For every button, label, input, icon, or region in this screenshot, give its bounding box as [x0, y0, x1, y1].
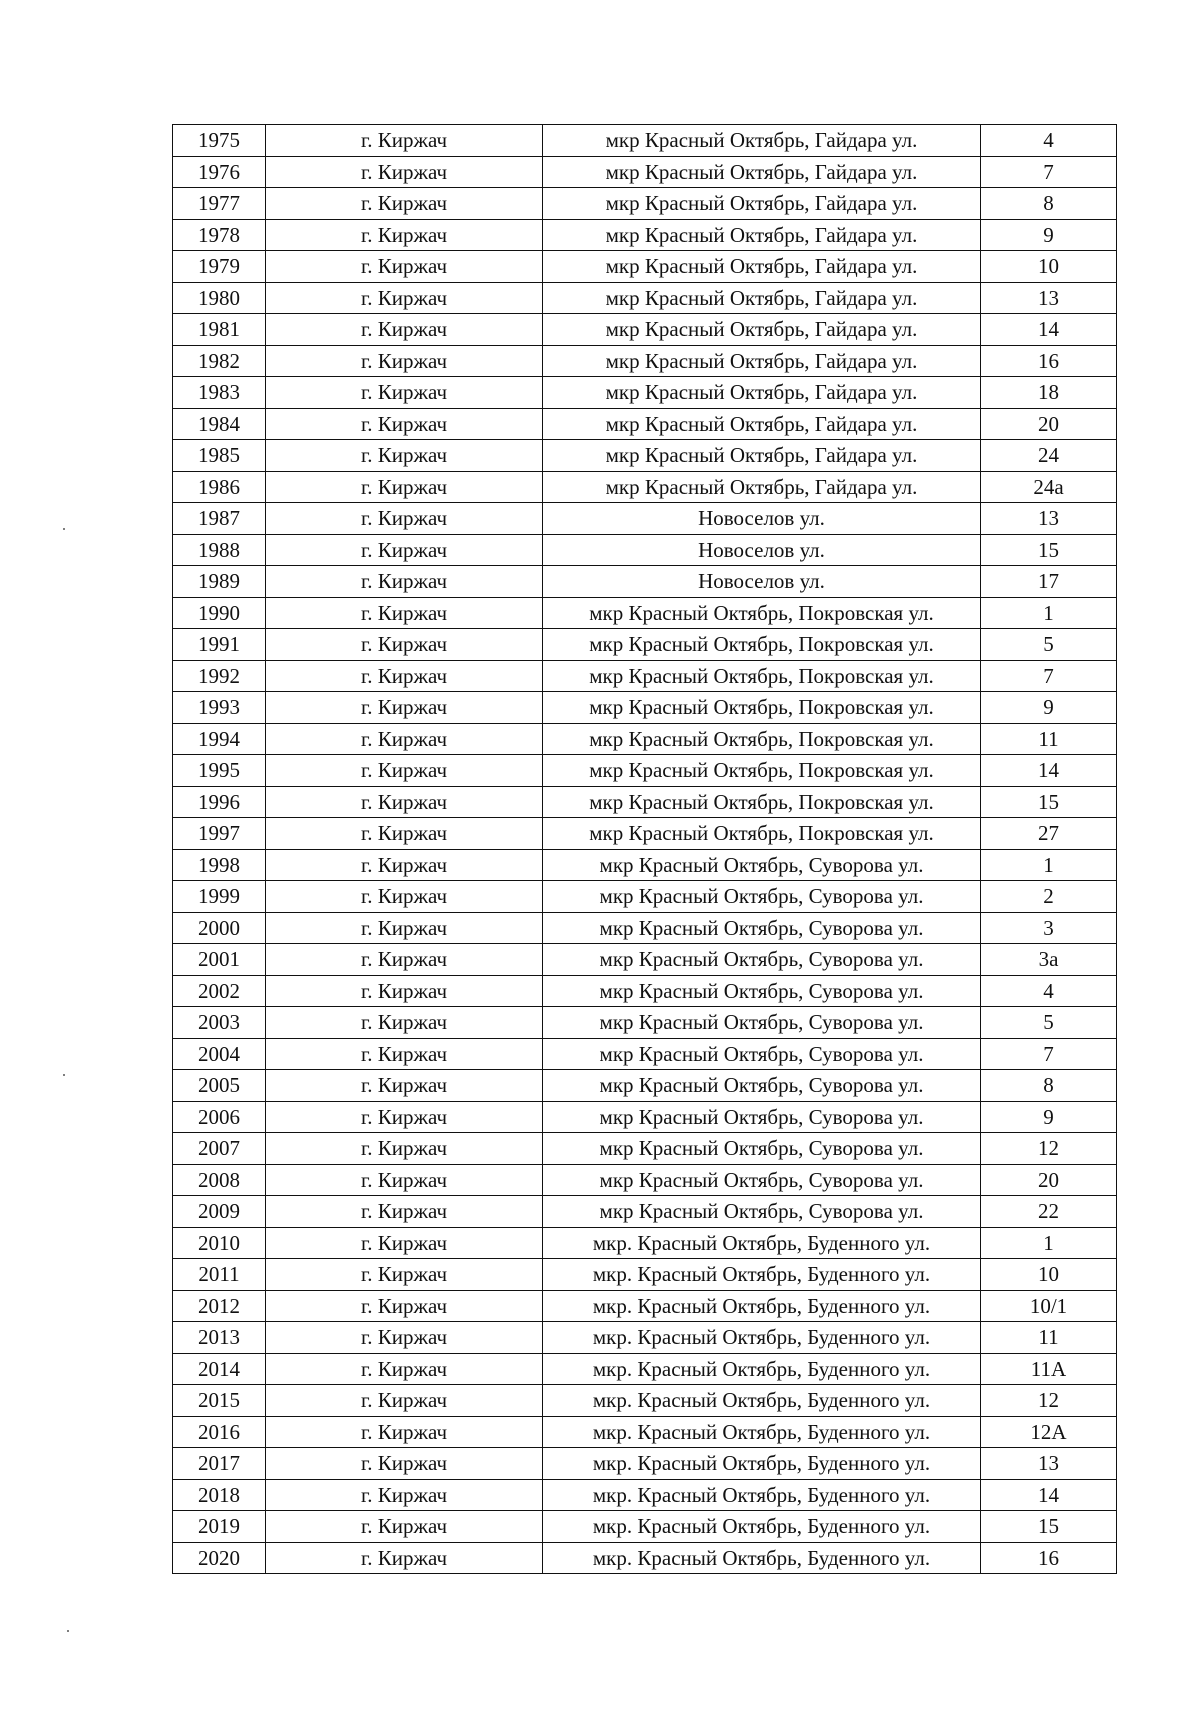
row-number-cell: 1981 [173, 314, 266, 346]
house-number-cell: 13 [981, 1448, 1117, 1480]
city-cell: г. Киржач [266, 1196, 543, 1228]
table-row [173, 660, 1117, 692]
table-row [173, 1227, 1117, 1259]
table-row [173, 1448, 1117, 1480]
table-row [173, 1322, 1117, 1354]
street-cell: мкр. Красный Октябрь, Буденного ул. [543, 1448, 981, 1480]
street-cell: мкр. Красный Октябрь, Буденного ул. [543, 1416, 981, 1448]
street-cell: мкр Красный Октябрь, Суворова ул. [543, 1164, 981, 1196]
house-number-cell: 24а [981, 471, 1117, 503]
row-number-cell: 2016 [173, 1416, 266, 1448]
street-cell: Новоселов ул. [543, 503, 981, 535]
house-number-cell: 3 [981, 912, 1117, 944]
house-number-cell: 14 [981, 314, 1117, 346]
table-row [173, 251, 1117, 283]
table-row [173, 944, 1117, 976]
city-cell: г. Киржач [266, 1542, 543, 1574]
city-cell: г. Киржач [266, 944, 543, 976]
table-row [173, 440, 1117, 472]
row-number-cell: 2003 [173, 1007, 266, 1039]
city-cell: г. Киржач [266, 125, 543, 157]
house-number-cell: 24 [981, 440, 1117, 472]
row-number-cell: 1993 [173, 692, 266, 724]
row-number-cell: 1999 [173, 881, 266, 913]
city-cell: г. Киржач [266, 1448, 543, 1480]
house-number-cell: 5 [981, 1007, 1117, 1039]
street-cell: мкр. Красный Октябрь, Буденного ул. [543, 1353, 981, 1385]
row-number-cell: 1982 [173, 345, 266, 377]
row-number-cell: 2008 [173, 1164, 266, 1196]
row-number-cell: 2019 [173, 1511, 266, 1543]
row-number-cell: 2012 [173, 1290, 266, 1322]
house-number-cell: 12 [981, 1133, 1117, 1165]
city-cell: г. Киржач [266, 156, 543, 188]
city-cell: г. Киржач [266, 1385, 543, 1417]
row-number-cell: 2017 [173, 1448, 266, 1480]
street-cell: мкр Красный Октябрь, Суворова ул. [543, 1070, 981, 1102]
row-number-cell: 2006 [173, 1101, 266, 1133]
street-cell: мкр Красный Октябрь, Суворова ул. [543, 881, 981, 913]
city-cell: г. Киржач [266, 282, 543, 314]
city-cell: г. Киржач [266, 849, 543, 881]
house-number-cell: 9 [981, 692, 1117, 724]
house-number-cell: 4 [981, 125, 1117, 157]
street-cell: мкр Красный Октябрь, Гайдара ул. [543, 219, 981, 251]
table-row [173, 755, 1117, 787]
city-cell: г. Киржач [266, 503, 543, 535]
row-number-cell: 1986 [173, 471, 266, 503]
city-cell: г. Киржач [266, 377, 543, 409]
street-cell: мкр Красный Октябрь, Суворова ул. [543, 912, 981, 944]
city-cell: г. Киржач [266, 534, 543, 566]
city-cell: г. Киржач [266, 566, 543, 598]
table-row [173, 1479, 1117, 1511]
row-number-cell: 1975 [173, 125, 266, 157]
street-cell: мкр. Красный Октябрь, Буденного ул. [543, 1542, 981, 1574]
table-row [173, 1511, 1117, 1543]
city-cell: г. Киржач [266, 471, 543, 503]
street-cell: мкр Красный Октябрь, Суворова ул. [543, 1133, 981, 1165]
street-cell: мкр Красный Октябрь, Гайдара ул. [543, 188, 981, 220]
street-cell: мкр Красный Октябрь, Покровская ул. [543, 597, 981, 629]
row-number-cell: 1980 [173, 282, 266, 314]
table-row [173, 534, 1117, 566]
table-row [173, 503, 1117, 535]
house-number-cell: 8 [981, 188, 1117, 220]
house-number-cell: 11 [981, 723, 1117, 755]
city-cell: г. Киржач [266, 1038, 543, 1070]
table-row [173, 1133, 1117, 1165]
table-row [173, 786, 1117, 818]
row-number-cell: 2014 [173, 1353, 266, 1385]
city-cell: г. Киржач [266, 1007, 543, 1039]
table-row [173, 188, 1117, 220]
city-cell: г. Киржач [266, 188, 543, 220]
table-row [173, 314, 1117, 346]
scan-speck [67, 1630, 69, 1632]
house-number-cell: 20 [981, 408, 1117, 440]
table-row [173, 566, 1117, 598]
row-number-cell: 2018 [173, 1479, 266, 1511]
city-cell: г. Киржач [266, 786, 543, 818]
table-row [173, 818, 1117, 850]
row-number-cell: 2000 [173, 912, 266, 944]
house-number-cell: 1 [981, 597, 1117, 629]
address-table-body [173, 125, 1117, 1574]
house-number-cell: 14 [981, 755, 1117, 787]
street-cell: мкр Красный Октябрь, Суворова ул. [543, 1038, 981, 1070]
house-number-cell: 13 [981, 503, 1117, 535]
city-cell: г. Киржач [266, 723, 543, 755]
street-cell: мкр Красный Октябрь, Гайдара ул. [543, 314, 981, 346]
city-cell: г. Киржач [266, 408, 543, 440]
table-row [173, 1164, 1117, 1196]
city-cell: г. Киржач [266, 975, 543, 1007]
row-number-cell: 1979 [173, 251, 266, 283]
house-number-cell: 12А [981, 1416, 1117, 1448]
street-cell: мкр. Красный Октябрь, Буденного ул. [543, 1227, 981, 1259]
house-number-cell: 18 [981, 377, 1117, 409]
city-cell: г. Киржач [266, 1353, 543, 1385]
street-cell: мкр Красный Октябрь, Гайдара ул. [543, 282, 981, 314]
house-number-cell: 10 [981, 1259, 1117, 1291]
house-number-cell: 13 [981, 282, 1117, 314]
house-number-cell: 9 [981, 219, 1117, 251]
house-number-cell: 27 [981, 818, 1117, 850]
row-number-cell: 1983 [173, 377, 266, 409]
street-cell: мкр Красный Октябрь, Гайдара ул. [543, 345, 981, 377]
row-number-cell: 2010 [173, 1227, 266, 1259]
row-number-cell: 1996 [173, 786, 266, 818]
house-number-cell: 10/1 [981, 1290, 1117, 1322]
city-cell: г. Киржач [266, 1070, 543, 1102]
house-number-cell: 7 [981, 660, 1117, 692]
table-row [173, 408, 1117, 440]
house-number-cell: 4 [981, 975, 1117, 1007]
house-number-cell: 8 [981, 1070, 1117, 1102]
row-number-cell: 1991 [173, 629, 266, 661]
row-number-cell: 2004 [173, 1038, 266, 1070]
row-number-cell: 2005 [173, 1070, 266, 1102]
row-number-cell: 2002 [173, 975, 266, 1007]
table-row [173, 629, 1117, 661]
street-cell: мкр Красный Октябрь, Гайдара ул. [543, 156, 981, 188]
street-cell: мкр Красный Октябрь, Покровская ул. [543, 786, 981, 818]
city-cell: г. Киржач [266, 1259, 543, 1291]
row-number-cell: 1997 [173, 818, 266, 850]
street-cell: Новоселов ул. [543, 566, 981, 598]
table-row [173, 1385, 1117, 1417]
house-number-cell: 22 [981, 1196, 1117, 1228]
house-number-cell: 11 [981, 1322, 1117, 1354]
row-number-cell: 1998 [173, 849, 266, 881]
row-number-cell: 1977 [173, 188, 266, 220]
street-cell: мкр. Красный Октябрь, Буденного ул. [543, 1385, 981, 1417]
house-number-cell: 12 [981, 1385, 1117, 1417]
house-number-cell: 11А [981, 1353, 1117, 1385]
city-cell: г. Киржач [266, 345, 543, 377]
house-number-cell: 7 [981, 156, 1117, 188]
scan-speck [63, 528, 65, 530]
row-number-cell: 1989 [173, 566, 266, 598]
table-row [173, 975, 1117, 1007]
table-row [173, 1416, 1117, 1448]
table-row [173, 692, 1117, 724]
city-cell: г. Киржач [266, 755, 543, 787]
row-number-cell: 1984 [173, 408, 266, 440]
row-number-cell: 1976 [173, 156, 266, 188]
table-row [173, 912, 1117, 944]
table-row [173, 1542, 1117, 1574]
city-cell: г. Киржач [266, 314, 543, 346]
table-row [173, 1259, 1117, 1291]
table-row [173, 1290, 1117, 1322]
street-cell: мкр. Красный Октябрь, Буденного ул. [543, 1290, 981, 1322]
house-number-cell: 17 [981, 566, 1117, 598]
house-number-cell: 1 [981, 849, 1117, 881]
house-number-cell: 16 [981, 1542, 1117, 1574]
street-cell: мкр Красный Октябрь, Гайдара ул. [543, 408, 981, 440]
city-cell: г. Киржач [266, 1164, 543, 1196]
table-row [173, 1353, 1117, 1385]
house-number-cell: 7 [981, 1038, 1117, 1070]
city-cell: г. Киржач [266, 660, 543, 692]
street-cell: мкр Красный Октябрь, Гайдара ул. [543, 471, 981, 503]
city-cell: г. Киржач [266, 881, 543, 913]
table-row [173, 723, 1117, 755]
city-cell: г. Киржач [266, 597, 543, 629]
street-cell: мкр Красный Октябрь, Суворова ул. [543, 944, 981, 976]
house-number-cell: 1 [981, 1227, 1117, 1259]
house-number-cell: 2 [981, 881, 1117, 913]
city-cell: г. Киржач [266, 1416, 543, 1448]
row-number-cell: 1978 [173, 219, 266, 251]
city-cell: г. Киржач [266, 1479, 543, 1511]
house-number-cell: 3а [981, 944, 1117, 976]
street-cell: мкр. Красный Октябрь, Буденного ул. [543, 1322, 981, 1354]
table-row [173, 1038, 1117, 1070]
city-cell: г. Киржач [266, 912, 543, 944]
row-number-cell: 1994 [173, 723, 266, 755]
city-cell: г. Киржач [266, 1133, 543, 1165]
table-row [173, 219, 1117, 251]
row-number-cell: 1995 [173, 755, 266, 787]
row-number-cell: 2011 [173, 1259, 266, 1291]
city-cell: г. Киржач [266, 440, 543, 472]
house-number-cell: 9 [981, 1101, 1117, 1133]
street-cell: мкр Красный Октябрь, Суворова ул. [543, 1007, 981, 1039]
house-number-cell: 15 [981, 1511, 1117, 1543]
row-number-cell: 2007 [173, 1133, 266, 1165]
city-cell: г. Киржач [266, 219, 543, 251]
street-cell: мкр. Красный Октябрь, Буденного ул. [543, 1479, 981, 1511]
row-number-cell: 1988 [173, 534, 266, 566]
table-row [173, 377, 1117, 409]
address-table [172, 124, 1117, 1574]
city-cell: г. Киржач [266, 1322, 543, 1354]
table-row [173, 849, 1117, 881]
row-number-cell: 1987 [173, 503, 266, 535]
city-cell: г. Киржач [266, 1290, 543, 1322]
table-row [173, 125, 1117, 157]
street-cell: мкр Красный Октябрь, Гайдара ул. [543, 125, 981, 157]
table-row [173, 471, 1117, 503]
house-number-cell: 14 [981, 1479, 1117, 1511]
city-cell: г. Киржач [266, 818, 543, 850]
house-number-cell: 20 [981, 1164, 1117, 1196]
street-cell: мкр Красный Октябрь, Суворова ул. [543, 849, 981, 881]
scan-speck [63, 1074, 65, 1076]
row-number-cell: 2020 [173, 1542, 266, 1574]
house-number-cell: 15 [981, 534, 1117, 566]
table-row [173, 597, 1117, 629]
table-row [173, 156, 1117, 188]
street-cell: мкр Красный Октябрь, Суворова ул. [543, 975, 981, 1007]
city-cell: г. Киржач [266, 1511, 543, 1543]
street-cell: мкр Красный Октябрь, Покровская ул. [543, 818, 981, 850]
house-number-cell: 16 [981, 345, 1117, 377]
table-row [173, 345, 1117, 377]
table-row [173, 282, 1117, 314]
street-cell: мкр. Красный Октябрь, Буденного ул. [543, 1511, 981, 1543]
city-cell: г. Киржач [266, 1101, 543, 1133]
street-cell: мкр Красный Октябрь, Гайдара ул. [543, 377, 981, 409]
table-row [173, 881, 1117, 913]
street-cell: мкр Красный Октябрь, Суворова ул. [543, 1101, 981, 1133]
row-number-cell: 2009 [173, 1196, 266, 1228]
street-cell: мкр Красный Октябрь, Покровская ул. [543, 629, 981, 661]
street-cell: мкр Красный Октябрь, Суворова ул. [543, 1196, 981, 1228]
row-number-cell: 1992 [173, 660, 266, 692]
street-cell: мкр Красный Октябрь, Покровская ул. [543, 660, 981, 692]
city-cell: г. Киржач [266, 251, 543, 283]
table-row [173, 1070, 1117, 1102]
street-cell: мкр. Красный Октябрь, Буденного ул. [543, 1259, 981, 1291]
row-number-cell: 2015 [173, 1385, 266, 1417]
street-cell: мкр Красный Октябрь, Покровская ул. [543, 723, 981, 755]
row-number-cell: 1985 [173, 440, 266, 472]
row-number-cell: 2001 [173, 944, 266, 976]
row-number-cell: 2013 [173, 1322, 266, 1354]
city-cell: г. Киржач [266, 1227, 543, 1259]
house-number-cell: 15 [981, 786, 1117, 818]
table-row [173, 1196, 1117, 1228]
city-cell: г. Киржач [266, 629, 543, 661]
row-number-cell: 1990 [173, 597, 266, 629]
street-cell: мкр Красный Октябрь, Гайдара ул. [543, 251, 981, 283]
house-number-cell: 10 [981, 251, 1117, 283]
street-cell: мкр Красный Октябрь, Гайдара ул. [543, 440, 981, 472]
table-row [173, 1101, 1117, 1133]
table-row [173, 1007, 1117, 1039]
street-cell: мкр Красный Октябрь, Покровская ул. [543, 692, 981, 724]
city-cell: г. Киржач [266, 692, 543, 724]
street-cell: мкр Красный Октябрь, Покровская ул. [543, 755, 981, 787]
house-number-cell: 5 [981, 629, 1117, 661]
street-cell: Новоселов ул. [543, 534, 981, 566]
